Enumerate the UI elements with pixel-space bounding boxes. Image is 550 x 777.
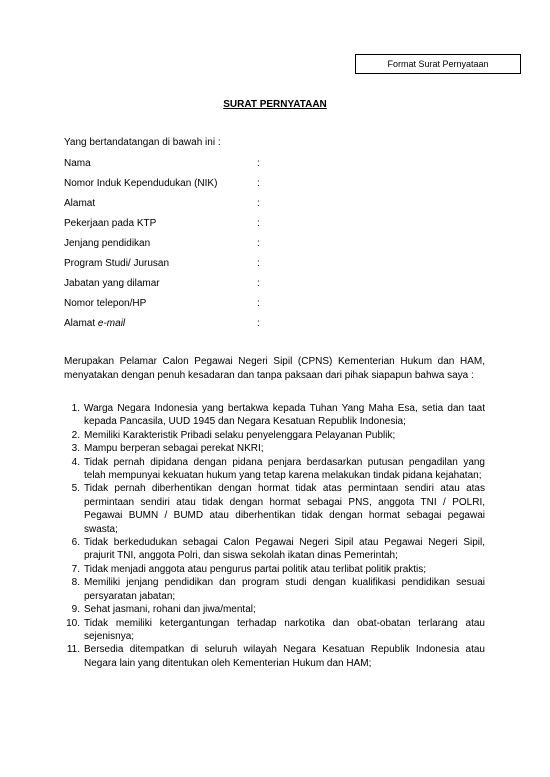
list-text: Tidak memiliki ketergantungan terhadap narkotika dan obat-obatan terlarang atau sejenisnya; — [84, 617, 485, 642]
list-text: Memiliki Karakteristik Pribadi selaku penyelenggara Pelayanan Publik; — [84, 429, 396, 441]
format-label: Format Surat Pernyataan — [387, 59, 489, 69]
list-text: Tidak berkedudukan sebagai Calon Pegawai Negeri Sipil atau Pegawai Negeri Sipil, prajurit TNI, anggota Polri, dan siswa sekolah ikatan dinas Pemerintah; — [84, 537, 485, 562]
list-text: Tidak pernah dipidana dengan pidana penjara berdasarkan putusan pengadilan yang telah mempunyai kekuatan hukum yang tetap karena melakukan tindak pidana kejahatan; — [84, 456, 485, 482]
list-text: Mampu berperan sebagai perekat NKRI; — [84, 443, 264, 455]
field-label-text: Alamat — [64, 318, 96, 329]
field-jabatan — [64, 278, 294, 298]
list-number: 9. — [71, 604, 80, 616]
field-colon: : — [257, 238, 260, 249]
field-label: Pekerjaan pada KTP — [64, 218, 157, 229]
document-title: SURAT PERNYATAAN — [223, 99, 327, 110]
field-colon: : — [257, 318, 260, 329]
list-number: 8. — [71, 577, 80, 589]
field-colon: : — [257, 278, 260, 289]
list-item — [64, 603, 485, 616]
field-alamat — [64, 198, 294, 218]
list-number: 5. — [71, 483, 80, 495]
field-label: Alamat — [64, 198, 96, 209]
list-item — [64, 617, 485, 644]
list-item — [64, 563, 485, 576]
format-label-box — [355, 54, 521, 74]
statement-list — [64, 402, 485, 670]
field-label: Nama — [64, 158, 91, 169]
list-number: 2. — [71, 429, 80, 441]
list-item — [64, 536, 485, 563]
field-colon: : — [257, 178, 260, 189]
field-label: Nomor telepon/HP — [64, 298, 147, 309]
statement-intro: Merupakan Pelamar Calon Pegawai Negeri Sipil (CPNS) Kementerian Hukum dan HAM, menyatakan dengan penuh kesadaran dan tanpa paksaan dari pihak siapapun bahwa saya : — [64, 356, 485, 381]
field-colon: : — [257, 198, 260, 209]
list-number: 10. — [66, 617, 80, 629]
field-label: Jenjang pendidikan — [64, 238, 151, 249]
field-colon: : — [257, 158, 260, 169]
list-item — [64, 643, 485, 670]
list-item — [64, 482, 485, 536]
list-number: 1. — [71, 403, 80, 414]
list-number: 3. — [71, 443, 80, 455]
field-email — [64, 318, 294, 338]
list-text: Tidak pernah diberhentikan dengan hormat tidak atas permintaan sendiri atau atas permintaan sendiri atau tidak dengan hormat sebagai PNS, anggota TNI / POLRI, Pegawai BUMN / BUMD atau diberhentikan tidak dengan hormat sebagai pegawai swasta; — [84, 483, 485, 535]
field-label: Jabatan yang dilamar — [64, 278, 160, 289]
field-jenjang-pendidikan — [64, 238, 294, 258]
field-program-studi — [64, 258, 294, 278]
list-text: Warga Negara Indonesia yang bertakwa kepada Tuhan Yang Maha Esa, setia dan taat kepada Pancasila, UUD 1945 dan Negara Kesatuan Republik Indonesia; — [84, 403, 485, 428]
list-number: 4. — [71, 456, 80, 468]
field-label: Program Studi/ Jurusan — [64, 258, 170, 269]
list-number: 6. — [71, 537, 80, 549]
identity-fields — [64, 158, 294, 338]
list-number: 7. — [71, 563, 80, 575]
list-item — [64, 402, 485, 429]
list-item — [64, 442, 485, 455]
field-colon: : — [257, 298, 260, 309]
field-label: Nomor Induk Kependudukan (NIK) — [64, 178, 218, 189]
field-colon: : — [257, 258, 260, 269]
intro-text: Yang bertandatangan di bawah ini : — [64, 137, 221, 148]
field-nik — [64, 178, 294, 198]
list-text: Tidak menjadi anggota atau pengurus partai politik atau terlibat politik praktis; — [84, 563, 427, 575]
list-text: Memiliki jenjang pendidikan dan program studi dengan kualifikasi pendidikan sesuai persyaratan jabatan; — [84, 577, 485, 602]
field-label — [64, 318, 125, 330]
field-nama — [64, 158, 294, 178]
field-telepon — [64, 298, 294, 318]
list-text: Sehat jasmani, rohani dan jiwa/mental; — [84, 604, 256, 616]
list-text: Bersedia ditempatkan di seluruh wilayah Negara Kesatuan Republik Indonesia atau Negara lain yang ditentukan oleh Kementerian Hukum dan HAM; — [84, 644, 485, 669]
field-label-italic: e-mail — [97, 318, 126, 329]
field-colon: : — [257, 218, 260, 229]
list-item — [64, 429, 485, 442]
list-item — [64, 576, 485, 603]
list-item — [64, 456, 485, 483]
field-pekerjaan — [64, 218, 294, 238]
list-number: 11. — [66, 644, 80, 656]
